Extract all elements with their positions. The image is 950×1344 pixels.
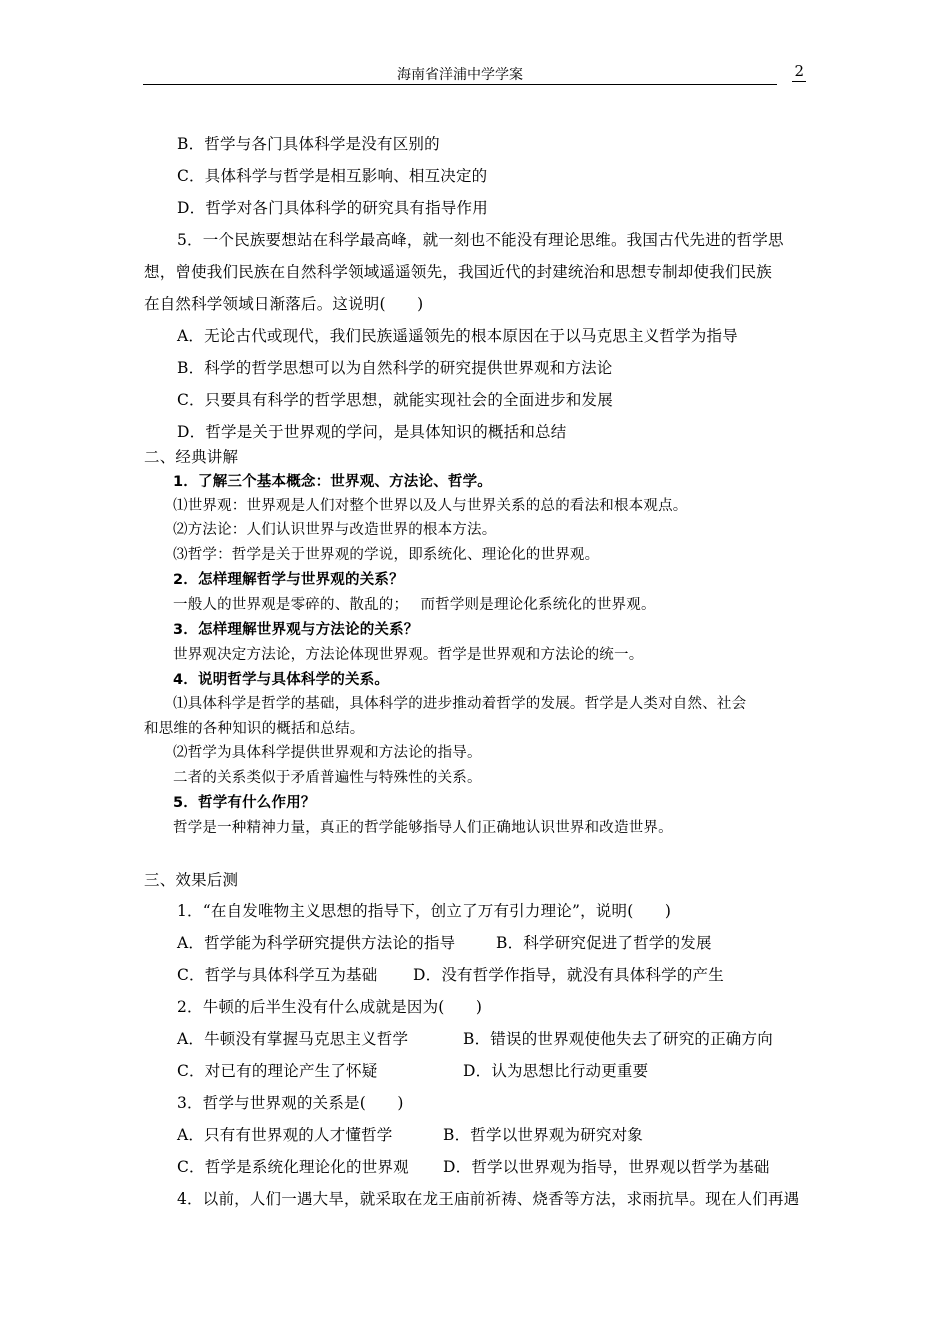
body-text: 二者的关系类似于矛盾普遍性与特殊性的关系。 <box>173 770 482 786</box>
option-row <box>177 1061 649 1081</box>
question-text: 在自然科学领域日渐落后。这说明( ) <box>144 295 424 313</box>
body-text: ⑴世界观：世界观是人们对整个世界以及人与世界关系的总的看法和根本观点。 <box>173 498 688 514</box>
option-d: D．认为思想比行动更重要 <box>463 1062 649 1080</box>
option-line: B．科学的哲学思想可以为自然科学的研究提供世界观和方法论 <box>177 359 613 377</box>
option-c: C．哲学是系统化理论化的世界观 <box>177 1158 409 1176</box>
body-text: 哲学是一种精神力量，真正的哲学能够指导人们正确地认识世界和改造世界。 <box>173 820 673 836</box>
option-a: A．牛顿没有掌握马克思主义哲学 <box>177 1030 409 1048</box>
question-text: 4．以前，人们一遇大旱，就采取在龙王庙前祈祷、烧香等方法，求雨抗旱。现在人们再遇 <box>177 1190 800 1208</box>
option-line: D．哲学是关于世界观的学问，是具体知识的概括和总结 <box>177 423 567 441</box>
header-rule <box>143 84 777 85</box>
option-c: C．哲学与具体科学互为基础 <box>177 966 378 984</box>
option-row <box>177 1125 643 1145</box>
option-row <box>177 1157 770 1177</box>
option-line: B．哲学与各门具体科学是没有区别的 <box>177 135 440 153</box>
option-line: D．哲学对各门具体科学的研究具有指导作用 <box>177 199 488 217</box>
option-d: D．没有哲学作指导，就没有具体科学的产生 <box>413 966 724 984</box>
subheading: 3．怎样理解世界观与方法论的关系？ <box>173 622 419 638</box>
option-a: A．只有有世界观的人才懂哲学 <box>177 1126 393 1144</box>
option-line: C．具体科学与哲学是相互影响、相互决定的 <box>177 167 488 185</box>
question-text: 2．牛顿的后半生没有什么成就是因为( ) <box>177 998 483 1016</box>
section-heading: 二、经典讲解 <box>144 448 239 466</box>
option-line: C．只要具有科学的哲学思想，就能实现社会的全面进步和发展 <box>177 391 613 409</box>
subheading: 2．怎样理解哲学与世界观的关系？ <box>173 572 404 588</box>
body-text: ⑵哲学为具体科学提供世界观和方法论的指导。 <box>173 745 482 761</box>
question-text: 1．“在自发唯物主义思想的指导下，创立了万有引力理论”，说明( ) <box>177 902 672 920</box>
option-row <box>177 933 712 953</box>
header-title: 海南省洋浦中学学案 <box>397 67 523 83</box>
question-text: 3．哲学与世界观的关系是( ) <box>177 1094 404 1112</box>
subheading: 1．了解三个基本概念：世界观、方法论、哲学。 <box>173 474 492 490</box>
page-number: 2 <box>794 62 804 80</box>
option-b: B．科学研究促进了哲学的发展 <box>496 934 712 952</box>
question-text: 想，曾使我们民族在自然科学领域遥遥领先，我国近代的封建统治和思想专制却使我们民族 <box>144 263 773 281</box>
option-row <box>177 965 724 985</box>
question-text: 5．一个民族要想站在科学最高峰，就一刻也不能没有理论思维。我国古代先进的哲学思 <box>177 231 784 249</box>
body-text: 一般人的世界观是零碎的、散乱的； 而哲学则是理论化系统化的世界观。 <box>173 597 656 613</box>
option-row <box>177 1029 773 1049</box>
option-d: D．哲学以世界观为指导，世界观以哲学为基础 <box>443 1158 770 1176</box>
body-text: 和思维的各种知识的概括和总结。 <box>144 721 365 737</box>
subheading: 5．哲学有什么作用？ <box>173 795 316 811</box>
option-b: B．哲学以世界观为研究对象 <box>443 1126 643 1144</box>
option-b: B．错误的世界观使他失去了研究的正确方向 <box>463 1030 773 1048</box>
section-heading: 三、效果后测 <box>144 871 239 889</box>
body-text: ⑵方法论：人们认识世界与改造世界的根本方法。 <box>173 522 497 538</box>
subheading: 4．说明哲学与具体科学的关系。 <box>173 672 390 688</box>
body-text: 世界观决定方法论，方法论体现世界观。哲学是世界观和方法论的统一。 <box>173 647 644 663</box>
body-text: ⑶哲学：哲学是关于世界观的学说，即系统化、理论化的世界观。 <box>173 547 600 563</box>
option-c: C．对已有的理论产生了怀疑 <box>177 1062 378 1080</box>
option-line: A．无论古代或现代，我们民族遥遥领先的根本原因在于以马克思主义哲学为指导 <box>177 327 738 345</box>
body-text: ⑴具体科学是哲学的基础，具体科学的进步推动着哲学的发展。哲学是人类对自然、社会 <box>173 696 747 712</box>
option-a: A．哲学能为科学研究提供方法论的指导 <box>177 934 456 952</box>
